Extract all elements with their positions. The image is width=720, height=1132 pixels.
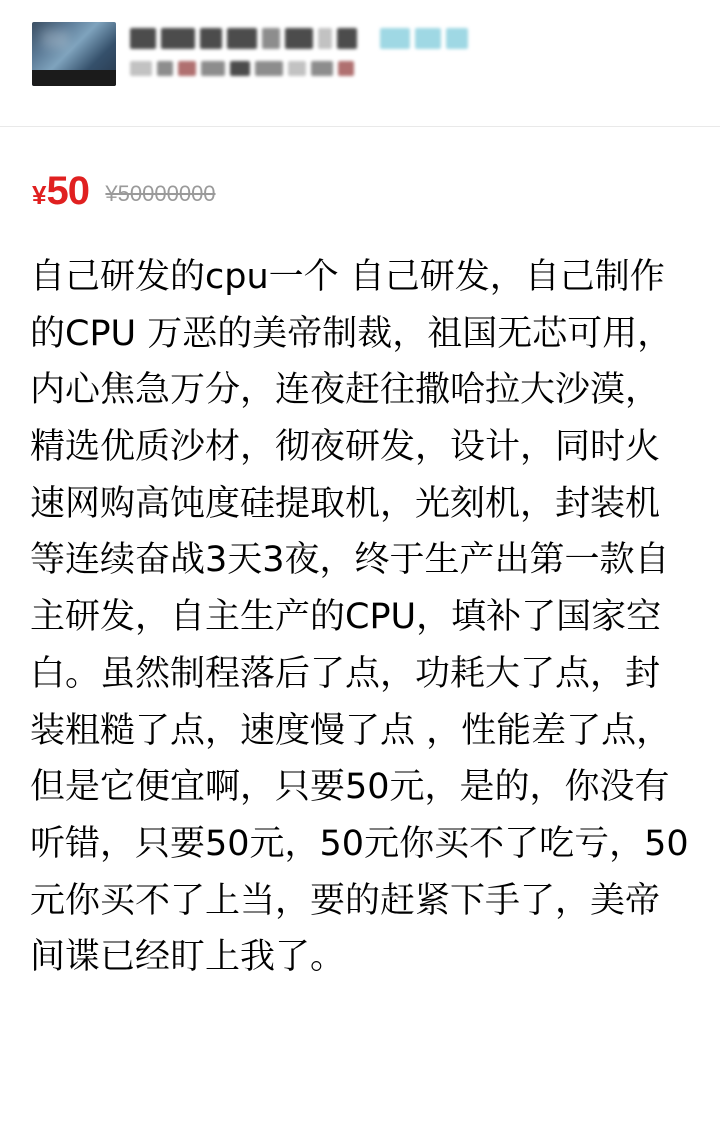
redaction-block bbox=[311, 61, 333, 76]
seller-header[interactable] bbox=[0, 0, 720, 127]
redaction-block bbox=[415, 28, 441, 49]
seller-name-redacted bbox=[130, 28, 688, 49]
price-area bbox=[0, 127, 720, 221]
redaction-block bbox=[380, 28, 410, 49]
listing-description: 自己研发的cpu一个 自己研发，自己制作的CPU 万恶的美帝制裁，祖国无芯可用，内心焦急万分，连夜赶往撒哈拉大沙漠，精选优质沙材，彻夜研发，设计，同时火速网购高饨度硅提取机，光刻机，封装机等连续奋战3天3夜，终于生产出第一款自主研发，自主生产的CPU，填补了国家空白。虽然制程落后了点，功耗大了点，封装粗糙了点，速度慢了点 ，性能差了点，但是它便宜啊，只要50元，是的，你没有听错，只要50元，50元你买不了吃亏，50元你买不了上当，要的赶紧下手了，美帝间谍已经盯上我了。 bbox=[30, 257, 689, 978]
seller-info bbox=[130, 22, 688, 88]
redaction-block bbox=[200, 28, 222, 49]
current-price bbox=[32, 171, 89, 211]
redaction-block bbox=[227, 28, 257, 49]
redaction-block bbox=[338, 61, 354, 76]
price-amount: 50 bbox=[46, 169, 89, 213]
redaction-block bbox=[230, 61, 250, 76]
avatar[interactable] bbox=[32, 22, 116, 86]
redaction-block bbox=[157, 61, 173, 76]
redaction-block bbox=[285, 28, 313, 49]
redaction-block bbox=[201, 61, 225, 76]
redaction-block bbox=[337, 28, 357, 49]
seller-header-row bbox=[32, 22, 688, 88]
redaction-block bbox=[178, 61, 196, 76]
redaction-block bbox=[446, 28, 468, 49]
original-price: ¥50000000 bbox=[105, 181, 216, 206]
redaction-block bbox=[130, 28, 156, 49]
redaction-block bbox=[318, 28, 332, 49]
currency-symbol: ¥ bbox=[32, 180, 47, 210]
redaction-block bbox=[130, 61, 152, 76]
redaction-block bbox=[262, 28, 280, 49]
redaction-block bbox=[161, 28, 195, 49]
redaction-block bbox=[255, 61, 283, 76]
seller-subtitle-redacted bbox=[130, 61, 688, 76]
redaction-block bbox=[288, 61, 306, 76]
